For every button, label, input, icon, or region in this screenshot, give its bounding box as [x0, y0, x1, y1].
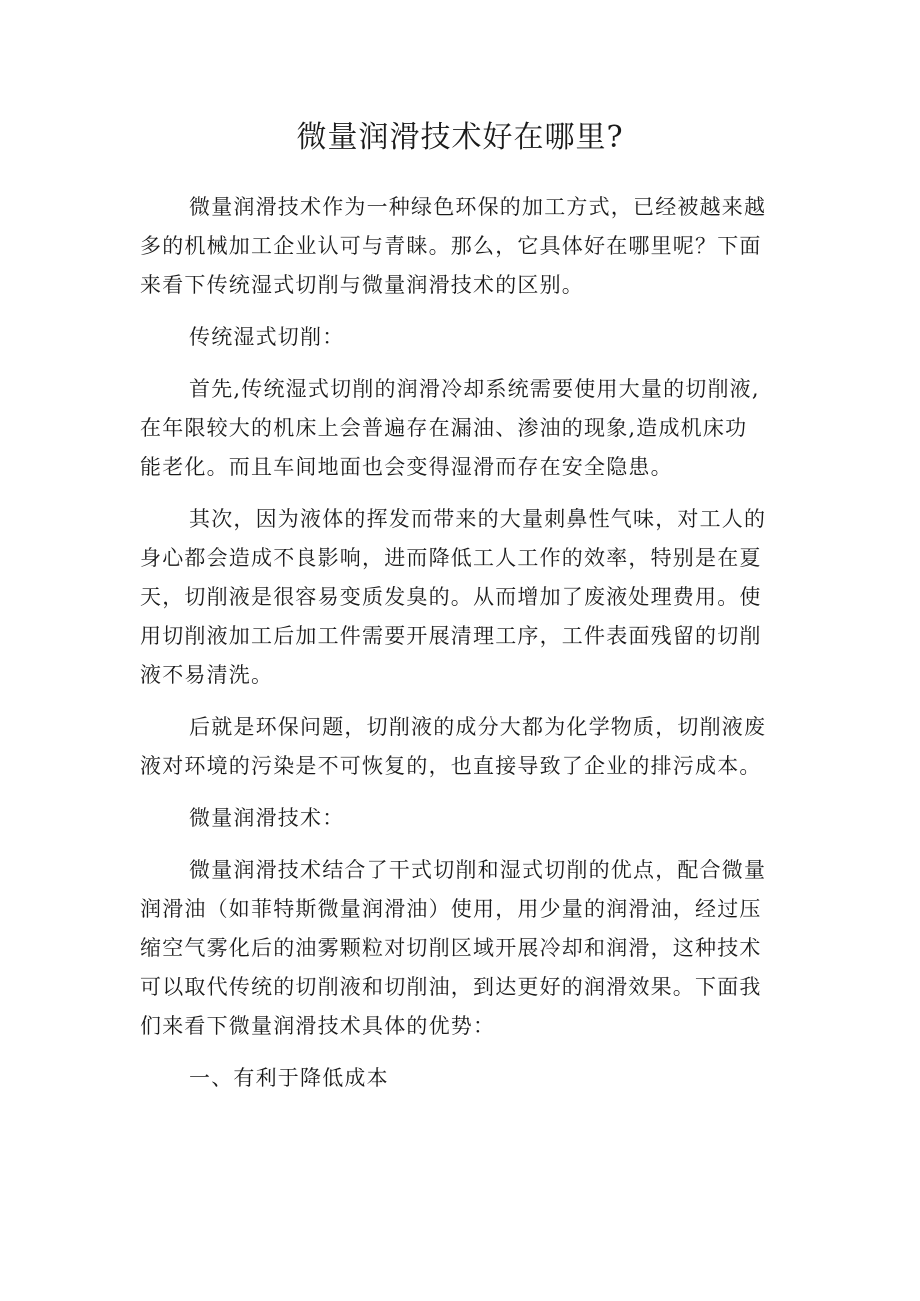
paragraph-mql-description [140, 851, 790, 1046]
text-line: 微量润滑技术结合了干式切削和湿式切削的优点，配合微量 [189, 858, 767, 882]
text-line: 能老化。而且车间地面也会变得湿滑而存在安全隐患。 [140, 455, 673, 479]
text-line: 在年限较大的机床上会普遍存在漏油、渗油的现象,造成机床功 [140, 416, 748, 440]
page-title: 微量润滑技术好在哪里? [296, 120, 624, 155]
heading-reduce-cost [140, 1059, 790, 1098]
text-line: 身心都会造成不良影响，进而降低工人工作的效率，特别是在夏 [140, 546, 762, 570]
paragraph-second [140, 500, 790, 695]
document-body [140, 188, 790, 1098]
text-line: 多的机械加工企业认可与青睐。那么，它具体好在哪里呢？下面 [140, 234, 762, 258]
heading-mql-technology [140, 799, 790, 838]
text-line: 们来看下微量润滑技术具体的优势： [140, 1014, 496, 1038]
text-line: 用切削液加工后加工件需要开展清理工序，工件表面残留的切削 [140, 624, 762, 648]
paragraph-intro [140, 188, 790, 305]
text-line: 传统湿式切削： [189, 325, 345, 349]
text-line: 液不易清洗。 [140, 663, 274, 687]
text-line: 润滑油（如菲特斯微量润滑油）使用，用少量的润滑油，经过压 [140, 897, 762, 921]
text-line: 一、有利于降低成本 [189, 1066, 389, 1090]
heading-traditional-wet-cutting [140, 318, 790, 357]
text-line: 后就是环保问题，切削液的成分大都为化学物质，切削液废 [189, 715, 767, 739]
paragraph-environmental [140, 708, 790, 786]
text-line: 可以取代传统的切削液和切削油，到达更好的润滑效果。下面我 [140, 975, 762, 999]
text-line: 天，切削液是很容易变质发臭的。从而增加了废液处理费用。使 [140, 585, 762, 609]
text-line: 其次，因为液体的挥发而带来的大量刺鼻性气味，对工人的 [189, 507, 767, 531]
text-line: 来看下传统湿式切削与微量润滑技术的区别。 [140, 273, 584, 297]
text-line: 首先,传统湿式切削的润滑冷却系统需要使用大量的切削液, [189, 377, 760, 401]
text-line: 微量润滑技术： [189, 806, 345, 830]
text-line: 缩空气雾化后的油雾颗粒对切削区域开展冷却和润滑，这种技术 [140, 936, 762, 960]
text-line: 液对环境的污染是不可恢复的，也直接导致了企业的排污成本。 [140, 754, 762, 778]
paragraph-first [140, 370, 790, 487]
text-line: 微量润滑技术作为一种绿色环保的加工方式，已经被越来越 [189, 195, 767, 219]
